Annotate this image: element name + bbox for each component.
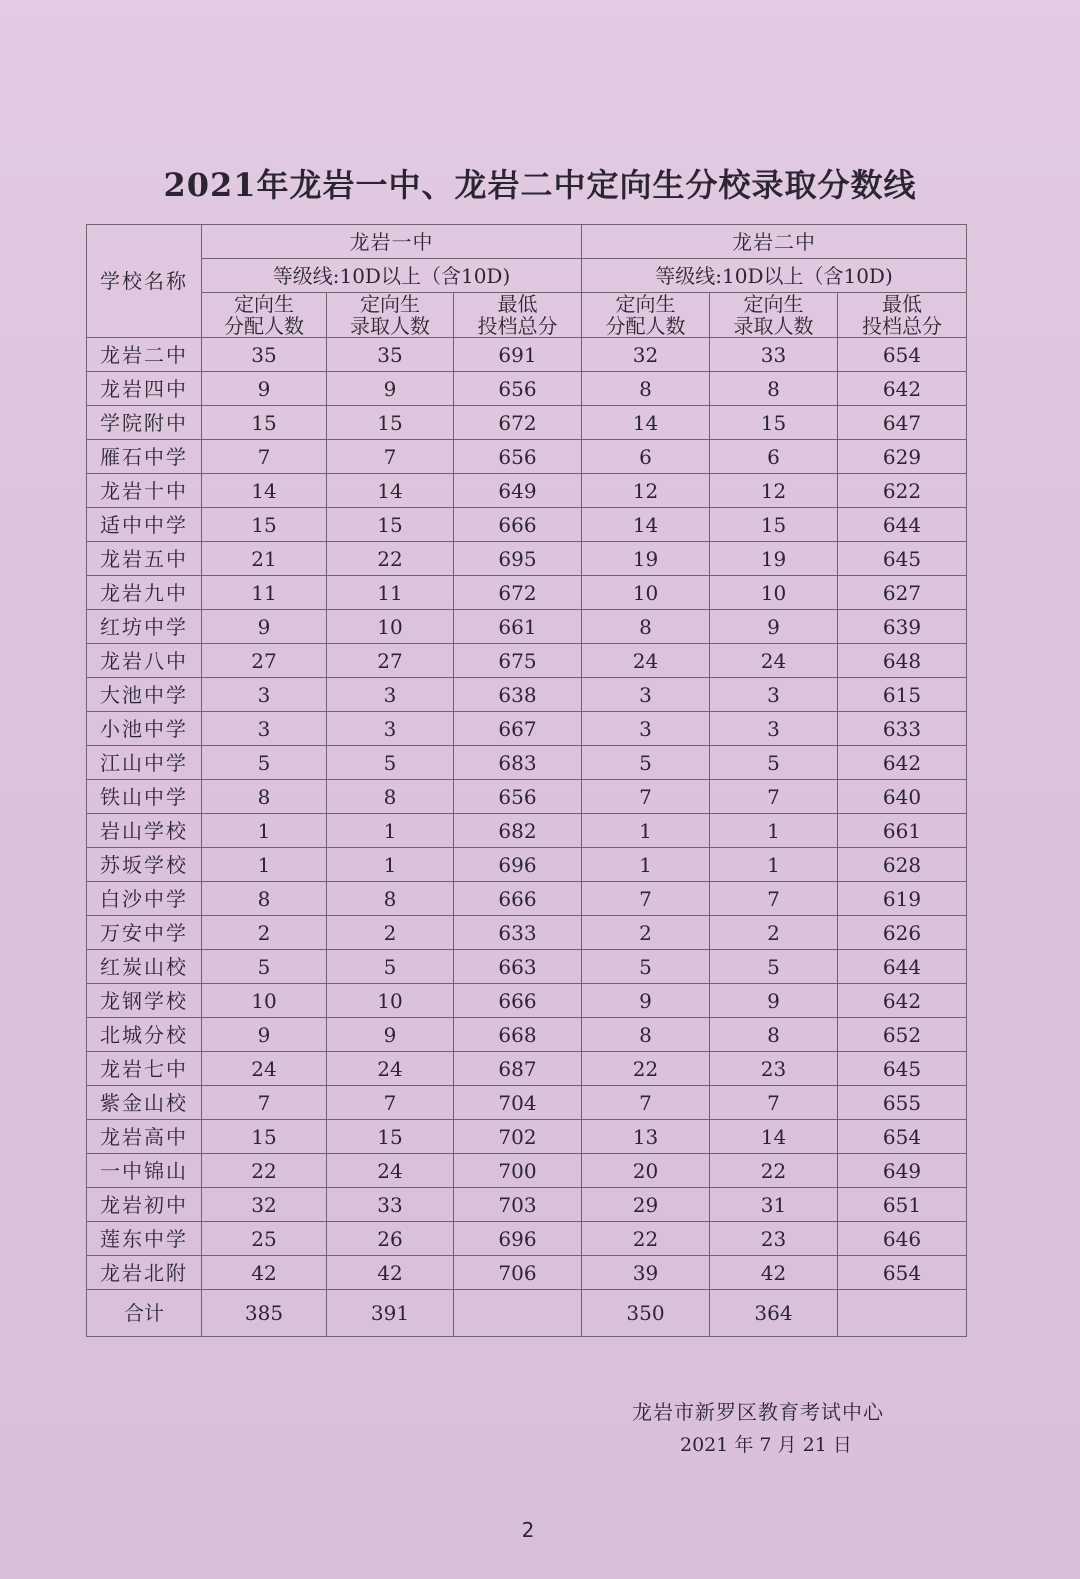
yi-min-score-cell: 682 [454, 814, 582, 848]
issuing-organization: 龙岩市新罗区教育考试中心 [632, 1400, 884, 1424]
yi-min-score-cell: 704 [454, 1086, 582, 1120]
yi-min-score-cell: 675 [454, 644, 582, 678]
grade-line-2: 等级线:10D以上（含10D) [582, 259, 967, 293]
column-header-line: 最低 [497, 292, 538, 316]
school-name-cell: 龙岩九中 [87, 576, 202, 610]
er-admitted-cell: 7 [710, 780, 838, 814]
total-cell: 350 [582, 1290, 710, 1337]
total-cell: 385 [202, 1290, 327, 1337]
yi-admitted-cell: 15 [327, 406, 454, 440]
er-admitted-cell: 22 [710, 1154, 838, 1188]
yi-min-score-cell: 656 [454, 372, 582, 406]
yi-min-score-cell: 672 [454, 406, 582, 440]
table-row [87, 1052, 967, 1086]
yi-min-score-cell: 700 [454, 1154, 582, 1188]
er-admitted-cell: 8 [710, 1018, 838, 1052]
er-admitted-cell: 5 [710, 746, 838, 780]
yi-allocated-cell: 2 [202, 916, 327, 950]
yi-allocated-cell: 9 [202, 1018, 327, 1052]
yi-allocated-cell: 35 [202, 338, 327, 372]
school-name-cell: 龙岩四中 [87, 372, 202, 406]
yi-min-score-cell: 683 [454, 746, 582, 780]
yi-allocated-cell: 1 [202, 848, 327, 882]
table-row [87, 1018, 967, 1052]
table-row [87, 508, 967, 542]
yi-allocated-cell: 15 [202, 508, 327, 542]
table-row [87, 950, 967, 984]
yi-admitted-cell: 33 [327, 1188, 454, 1222]
document-title: 2021年龙岩一中、龙岩二中定向生分校录取分数线 [163, 166, 917, 204]
table-row [87, 474, 967, 508]
column-header-2 [327, 293, 454, 338]
yi-allocated-cell: 5 [202, 746, 327, 780]
er-admitted-cell: 19 [710, 542, 838, 576]
total-cell: 364 [710, 1290, 838, 1337]
er-admitted-cell: 8 [710, 372, 838, 406]
yi-allocated-cell: 7 [202, 440, 327, 474]
er-admitted-cell: 3 [710, 678, 838, 712]
er-min-score-cell: 629 [838, 440, 967, 474]
yi-min-score-cell: 668 [454, 1018, 582, 1052]
school-name-cell: 龙岩高中 [87, 1120, 202, 1154]
page-number: 2 [521, 1518, 535, 1542]
school-name-cell: 龙岩七中 [87, 1052, 202, 1086]
yi-min-score-cell: 656 [454, 440, 582, 474]
table-row [87, 848, 967, 882]
yi-allocated-cell: 11 [202, 576, 327, 610]
yi-admitted-cell: 42 [327, 1256, 454, 1290]
er-allocated-cell: 7 [582, 882, 710, 916]
school-name-cell: 岩山学校 [87, 814, 202, 848]
er-min-score-cell: 626 [838, 916, 967, 950]
table-row [87, 1154, 967, 1188]
yi-admitted-cell: 11 [327, 576, 454, 610]
school-name-cell: 雁石中学 [87, 440, 202, 474]
er-admitted-cell: 31 [710, 1188, 838, 1222]
yi-allocated-cell: 5 [202, 950, 327, 984]
column-header-line: 投档总分 [862, 314, 943, 338]
table-row [87, 542, 967, 576]
er-min-score-cell: 645 [838, 1052, 967, 1086]
table-row [87, 644, 967, 678]
table-row [87, 576, 967, 610]
er-admitted-cell: 42 [710, 1256, 838, 1290]
column-header-4 [582, 293, 710, 338]
total-row [87, 1290, 967, 1337]
er-allocated-cell: 14 [582, 508, 710, 542]
yi-min-score-cell: 656 [454, 780, 582, 814]
er-min-score-cell: 642 [838, 746, 967, 780]
yi-admitted-cell: 15 [327, 1120, 454, 1154]
yi-admitted-cell: 10 [327, 610, 454, 644]
yi-admitted-cell: 9 [327, 372, 454, 406]
column-header-5 [710, 293, 838, 338]
er-min-score-cell: 622 [838, 474, 967, 508]
column-header-line: 定向生 [615, 292, 676, 316]
yi-admitted-cell: 24 [327, 1052, 454, 1086]
yi-allocated-cell: 14 [202, 474, 327, 508]
yi-min-score-cell: 696 [454, 848, 582, 882]
school-name-cell: 紫金山校 [87, 1086, 202, 1120]
yi-admitted-cell: 27 [327, 644, 454, 678]
column-header-line: 投档总分 [477, 314, 558, 338]
er-allocated-cell: 5 [582, 746, 710, 780]
grade-line-1: 等级线:10D以上（含10D) [202, 259, 582, 293]
column-header-line: 分配人数 [224, 314, 304, 338]
column-header-6 [838, 293, 967, 338]
er-min-score-cell: 627 [838, 576, 967, 610]
er-min-score-cell: 648 [838, 644, 967, 678]
er-min-score-cell: 655 [838, 1086, 967, 1120]
table-row [87, 1086, 967, 1120]
er-admitted-cell: 7 [710, 882, 838, 916]
school-name-cell: 北城分校 [87, 1018, 202, 1052]
table-row [87, 440, 967, 474]
yi-min-score-cell: 638 [454, 678, 582, 712]
er-allocated-cell: 22 [582, 1052, 710, 1086]
yi-allocated-cell: 9 [202, 610, 327, 644]
yi-allocated-cell: 3 [202, 712, 327, 746]
er-admitted-cell: 2 [710, 916, 838, 950]
yi-min-score-cell: 661 [454, 610, 582, 644]
yi-admitted-cell: 8 [327, 882, 454, 916]
school-name-cell: 莲东中学 [87, 1222, 202, 1256]
er-admitted-cell: 12 [710, 474, 838, 508]
yi-admitted-cell: 35 [327, 338, 454, 372]
yi-min-score-cell: 696 [454, 1222, 582, 1256]
er-min-score-cell: 633 [838, 712, 967, 746]
table-row [87, 712, 967, 746]
yi-allocated-cell: 24 [202, 1052, 327, 1086]
er-min-score-cell: 647 [838, 406, 967, 440]
school-name-cell: 大池中学 [87, 678, 202, 712]
school-name-cell: 一中锦山 [87, 1154, 202, 1188]
er-allocated-cell: 10 [582, 576, 710, 610]
yi-admitted-cell: 1 [327, 814, 454, 848]
er-min-score-cell: 644 [838, 508, 967, 542]
table-row [87, 1120, 967, 1154]
yi-admitted-cell: 5 [327, 746, 454, 780]
yi-admitted-cell: 8 [327, 780, 454, 814]
er-admitted-cell: 23 [710, 1052, 838, 1086]
er-allocated-cell: 24 [582, 644, 710, 678]
er-admitted-cell: 5 [710, 950, 838, 984]
yi-min-score-cell: 672 [454, 576, 582, 610]
yi-allocated-cell: 25 [202, 1222, 327, 1256]
yi-min-score-cell: 687 [454, 1052, 582, 1086]
table-row [87, 746, 967, 780]
er-admitted-cell: 23 [710, 1222, 838, 1256]
column-header-line: 定向生 [743, 292, 804, 316]
yi-min-score-cell: 666 [454, 882, 582, 916]
yi-admitted-cell: 7 [327, 1086, 454, 1120]
er-min-score-cell: 615 [838, 678, 967, 712]
school-name-cell: 龙岩八中 [87, 644, 202, 678]
er-min-score-cell: 628 [838, 848, 967, 882]
er-admitted-cell: 10 [710, 576, 838, 610]
er-min-score-cell: 639 [838, 610, 967, 644]
yi-admitted-cell: 26 [327, 1222, 454, 1256]
yi-allocated-cell: 15 [202, 1120, 327, 1154]
yi-allocated-cell: 8 [202, 882, 327, 916]
er-min-score-cell: 644 [838, 950, 967, 984]
school-name-cell: 铁山中学 [87, 780, 202, 814]
yi-min-score-cell: 667 [454, 712, 582, 746]
school-name-cell: 学院附中 [87, 406, 202, 440]
er-min-score-cell: 642 [838, 984, 967, 1018]
er-allocated-cell: 7 [582, 1086, 710, 1120]
er-min-score-cell: 646 [838, 1222, 967, 1256]
table-row [87, 338, 967, 372]
column-header-line: 录取人数 [350, 314, 430, 338]
er-admitted-cell: 9 [710, 610, 838, 644]
table-row [87, 1256, 967, 1290]
yi-min-score-cell: 706 [454, 1256, 582, 1290]
er-allocated-cell: 8 [582, 372, 710, 406]
group-header-2: 龙岩二中 [582, 225, 967, 259]
er-allocated-cell: 3 [582, 712, 710, 746]
table-row [87, 984, 967, 1018]
er-admitted-cell: 14 [710, 1120, 838, 1154]
issue-date: 2021 年 7 月 21 日 [680, 1434, 852, 1456]
er-allocated-cell: 14 [582, 406, 710, 440]
yi-min-score-cell: 666 [454, 508, 582, 542]
school-name-cell: 小池中学 [87, 712, 202, 746]
table-row [87, 1222, 967, 1256]
score-table [86, 224, 967, 1337]
er-allocated-cell: 1 [582, 848, 710, 882]
table-row [87, 406, 967, 440]
total-cell [454, 1290, 582, 1337]
yi-min-score-cell: 691 [454, 338, 582, 372]
er-admitted-cell: 3 [710, 712, 838, 746]
er-allocated-cell: 13 [582, 1120, 710, 1154]
er-allocated-cell: 8 [582, 1018, 710, 1052]
table-row [87, 916, 967, 950]
er-admitted-cell: 1 [710, 814, 838, 848]
er-min-score-cell: 651 [838, 1188, 967, 1222]
er-min-score-cell: 654 [838, 1256, 967, 1290]
er-min-score-cell: 640 [838, 780, 967, 814]
er-admitted-cell: 15 [710, 406, 838, 440]
column-header-1 [202, 293, 327, 338]
yi-allocated-cell: 27 [202, 644, 327, 678]
column-header-line: 分配人数 [605, 314, 686, 338]
er-allocated-cell: 7 [582, 780, 710, 814]
yi-allocated-cell: 15 [202, 406, 327, 440]
school-name-cell: 万安中学 [87, 916, 202, 950]
er-allocated-cell: 3 [582, 678, 710, 712]
er-allocated-cell: 8 [582, 610, 710, 644]
yi-allocated-cell: 21 [202, 542, 327, 576]
yi-admitted-cell: 1 [327, 848, 454, 882]
school-name-cell: 龙岩二中 [87, 338, 202, 372]
group-header-1: 龙岩一中 [202, 225, 582, 259]
yi-min-score-cell: 703 [454, 1188, 582, 1222]
table-row [87, 610, 967, 644]
er-allocated-cell: 2 [582, 916, 710, 950]
table-row [87, 814, 967, 848]
er-min-score-cell: 652 [838, 1018, 967, 1052]
yi-allocated-cell: 7 [202, 1086, 327, 1120]
yi-allocated-cell: 8 [202, 780, 327, 814]
table-row [87, 882, 967, 916]
er-min-score-cell: 661 [838, 814, 967, 848]
yi-admitted-cell: 14 [327, 474, 454, 508]
er-admitted-cell: 6 [710, 440, 838, 474]
yi-min-score-cell: 649 [454, 474, 582, 508]
er-allocated-cell: 29 [582, 1188, 710, 1222]
table-row [87, 372, 967, 406]
yi-allocated-cell: 32 [202, 1188, 327, 1222]
yi-allocated-cell: 9 [202, 372, 327, 406]
yi-admitted-cell: 9 [327, 1018, 454, 1052]
er-admitted-cell: 1 [710, 848, 838, 882]
er-min-score-cell: 645 [838, 542, 967, 576]
yi-admitted-cell: 3 [327, 712, 454, 746]
yi-admitted-cell: 5 [327, 950, 454, 984]
yi-admitted-cell: 10 [327, 984, 454, 1018]
school-name-cell: 红炭山校 [87, 950, 202, 984]
school-name-cell: 龙岩五中 [87, 542, 202, 576]
yi-admitted-cell: 24 [327, 1154, 454, 1188]
er-admitted-cell: 15 [710, 508, 838, 542]
table-row [87, 678, 967, 712]
er-allocated-cell: 9 [582, 984, 710, 1018]
er-allocated-cell: 1 [582, 814, 710, 848]
er-allocated-cell: 12 [582, 474, 710, 508]
er-allocated-cell: 22 [582, 1222, 710, 1256]
er-min-score-cell: 654 [838, 338, 967, 372]
school-name-cell: 江山中学 [87, 746, 202, 780]
yi-admitted-cell: 2 [327, 916, 454, 950]
er-allocated-cell: 6 [582, 440, 710, 474]
er-allocated-cell: 19 [582, 542, 710, 576]
yi-min-score-cell: 695 [454, 542, 582, 576]
yi-min-score-cell: 663 [454, 950, 582, 984]
column-header-line: 录取人数 [733, 314, 814, 338]
total-cell [838, 1290, 967, 1337]
total-label: 合计 [87, 1290, 202, 1337]
school-name-cell: 龙钢学校 [87, 984, 202, 1018]
school-name-cell: 龙岩十中 [87, 474, 202, 508]
total-cell: 391 [327, 1290, 454, 1337]
school-name-cell: 苏坂学校 [87, 848, 202, 882]
table-row [87, 780, 967, 814]
column-header-line: 定向生 [234, 292, 294, 316]
yi-allocated-cell: 1 [202, 814, 327, 848]
er-min-score-cell: 654 [838, 1120, 967, 1154]
yi-allocated-cell: 3 [202, 678, 327, 712]
school-name-cell: 适中中学 [87, 508, 202, 542]
er-allocated-cell: 32 [582, 338, 710, 372]
er-admitted-cell: 9 [710, 984, 838, 1018]
er-allocated-cell: 20 [582, 1154, 710, 1188]
school-name-header: 学校名称 [87, 225, 202, 338]
er-admitted-cell: 7 [710, 1086, 838, 1120]
er-min-score-cell: 619 [838, 882, 967, 916]
yi-allocated-cell: 10 [202, 984, 327, 1018]
yi-min-score-cell: 633 [454, 916, 582, 950]
school-name-cell: 龙岩北附 [87, 1256, 202, 1290]
er-min-score-cell: 642 [838, 372, 967, 406]
school-name-cell: 红坊中学 [87, 610, 202, 644]
yi-min-score-cell: 702 [454, 1120, 582, 1154]
er-allocated-cell: 39 [582, 1256, 710, 1290]
column-header-line: 最低 [882, 292, 923, 316]
yi-admitted-cell: 7 [327, 440, 454, 474]
yi-admitted-cell: 15 [327, 508, 454, 542]
column-header-3 [454, 293, 582, 338]
yi-allocated-cell: 22 [202, 1154, 327, 1188]
yi-min-score-cell: 666 [454, 984, 582, 1018]
er-allocated-cell: 5 [582, 950, 710, 984]
yi-admitted-cell: 3 [327, 678, 454, 712]
yi-allocated-cell: 42 [202, 1256, 327, 1290]
table-row [87, 1188, 967, 1222]
er-admitted-cell: 33 [710, 338, 838, 372]
school-name-cell: 白沙中学 [87, 882, 202, 916]
column-header-line: 定向生 [360, 292, 420, 316]
er-min-score-cell: 649 [838, 1154, 967, 1188]
er-admitted-cell: 24 [710, 644, 838, 678]
yi-admitted-cell: 22 [327, 542, 454, 576]
school-name-cell: 龙岩初中 [87, 1188, 202, 1222]
